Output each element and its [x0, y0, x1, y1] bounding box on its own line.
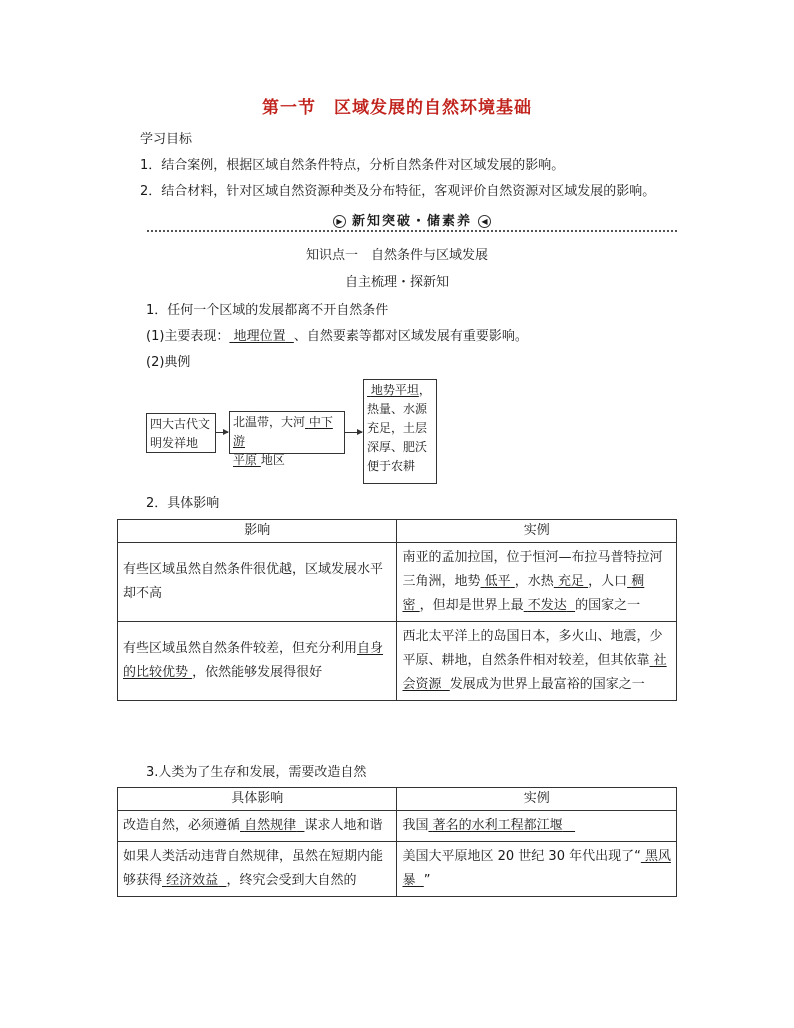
flow-box-conditions: 北温带，大河 中下游 平原 地区	[229, 411, 345, 454]
table-header-row	[118, 520, 677, 543]
table-header-row	[118, 788, 677, 811]
column-header: 具体影响	[118, 788, 397, 811]
reform-table	[117, 787, 677, 897]
goals-heading: 学习目标	[140, 132, 193, 147]
flow-box-civilizations: 四大古代文 明发祥地	[146, 413, 216, 453]
flow-arrow-2	[345, 432, 362, 433]
point1-title: 1．任何一个区域的发展都离不开自然条件	[146, 303, 389, 318]
influence-table	[117, 519, 677, 701]
table-cell: 如果人类活动违背自然规律，虽然在短期内能够获得 经济效益 ，终究会受到大自然的	[118, 842, 397, 897]
column-header: 实例	[397, 788, 677, 811]
page-title: 第一节 区域发展的自然环境基础	[262, 98, 532, 118]
section-subheading: 自主梳理・探新知	[344, 275, 449, 290]
goal-item-1: 1．结合案例，根据区域自然条件特点，分析自然条件对区域发展的影响。	[140, 158, 565, 173]
table-cell: 美国大平原地区 20 世纪 30 年代出现了“ 黑风暴 ”	[397, 842, 677, 897]
table-row	[118, 622, 677, 701]
flow-arrow-1	[216, 432, 228, 433]
answer-blank: 中下游	[233, 415, 333, 448]
arrow-left-icon: ◀	[478, 215, 491, 228]
point1-line1: (1)主要表现： 地理位置 、自然要素等都对区域发展有重要影响。	[146, 329, 528, 344]
table-cell: 南亚的孟加拉国，位于恒河—布拉马普特拉河三角洲，地势 低平 ，水热 充足 ，人口 稠密 ，但却是世界上最 不发达 的国家之一	[397, 543, 677, 622]
table-row	[118, 842, 677, 897]
table-cell: 我国 著名的水利工程都江堰	[397, 811, 677, 842]
table-row	[118, 811, 677, 842]
section-heading: 知识点一 自然条件与区域发展	[305, 248, 488, 263]
table-row	[118, 543, 677, 622]
flow-box-advantages: 地势平坦， 热量、水源 充足，土层 深厚、肥沃 便于农耕	[363, 379, 437, 484]
banner-dotted-divider	[147, 230, 677, 232]
table-cell: 西北太平洋上的岛国日本，多火山、地震，少平原、耕地，自然条件相对较差，但其依靠 社会资源 发展成为世界上最富裕的国家之一	[397, 622, 677, 701]
column-header: 实例	[397, 520, 677, 543]
table-cell: 有些区域虽然自然条件较差，但充分利用自身的比较优势 ，依然能够发展得很好	[118, 622, 397, 701]
table-cell: 改造自然，必须遵循 自然规律 谋求人地和谐	[118, 811, 397, 842]
column-header: 影响	[118, 520, 397, 543]
table-cell: 有些区域虽然自然条件很优越，区域发展水平却不高	[118, 543, 397, 622]
goal-item-2: 2．结合材料，针对区域自然资源种类及分布特征，客观评价自然资源对区域发展的影响。	[140, 184, 656, 199]
answer-blank: 平原	[233, 453, 258, 467]
point3-title: 3.人类为了生存和发展，需要改造自然	[146, 765, 367, 780]
point1-line2: (2)典例	[146, 355, 191, 370]
section-banner	[147, 208, 677, 236]
answer-blank: 地势平坦	[370, 383, 419, 397]
banner-label: 新知突破・储素养	[351, 214, 472, 229]
answer-blank: 地理位置	[233, 329, 286, 344]
point2-title: 2．具体影响	[146, 496, 220, 511]
arrow-right-icon: ▶	[333, 215, 346, 228]
